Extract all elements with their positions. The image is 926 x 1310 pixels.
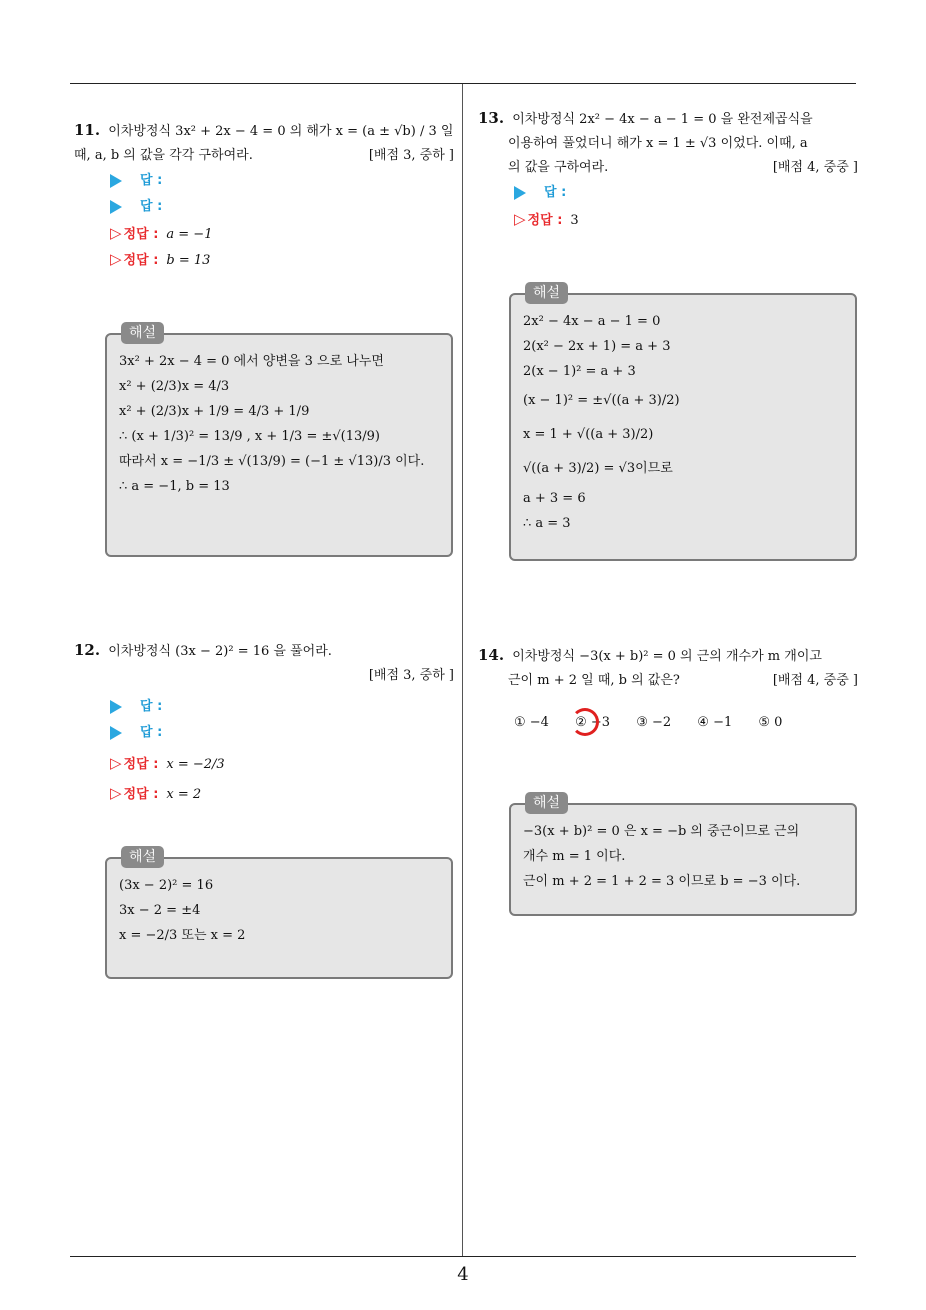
answer-label: 답 : — [140, 699, 163, 714]
correct-label: 정답 : — [527, 213, 563, 228]
problem-number: 11. — [74, 121, 101, 139]
answer-blank[interactable] — [110, 694, 454, 720]
choices — [514, 711, 858, 735]
solution-line: x² + (2/3)x + 1/9 = 4/3 + 1/9 — [119, 404, 310, 419]
solution-line: 2(x² − 2x + 1) = a + 3 — [523, 339, 671, 354]
correct-triangle-icon: ▷ — [110, 224, 122, 242]
answer-label: 답 : — [140, 725, 163, 740]
solution-box-11 — [105, 325, 453, 557]
page-number: 4 — [457, 1264, 469, 1285]
solution-line: −3(x + b)² = 0 은 x = −b 의 중근이므로 근의 — [523, 824, 800, 839]
choice-2[interactable] — [575, 711, 610, 735]
correct-value: a = −1 — [166, 227, 213, 242]
correct-triangle-icon: ▷ — [110, 250, 122, 268]
solution-tag: 해설 — [525, 792, 568, 814]
question-line: 이용하여 풀었더니 해가 x = 1 ± √3 이었다. 이때, a — [508, 136, 808, 151]
solution-line: (x − 1)² = ±√((a + 3)/2) — [523, 393, 680, 408]
correct-label: 정답 : — [123, 227, 159, 242]
answer-triangle-icon — [110, 174, 122, 188]
problem-13-text-2 — [508, 132, 858, 156]
score-meta: [배점 4, 중중 ] — [772, 673, 858, 688]
choice-4[interactable]: ④ −1 — [697, 715, 733, 730]
solution-box-14 — [509, 795, 857, 916]
problem-14-text-2 — [508, 669, 858, 693]
correct-value: x = −2/3 — [166, 757, 225, 772]
problem-13 — [478, 106, 858, 232]
answer-label: 답 : — [140, 199, 163, 214]
solution-line: 2x² − 4x − a − 1 = 0 — [523, 314, 661, 329]
answer-blank[interactable] — [110, 194, 454, 220]
correct-triangle-icon: ▷ — [514, 210, 526, 228]
correct-answer — [110, 246, 454, 272]
score-meta: [배점 4, 중중 ] — [772, 160, 858, 175]
solution-line: 3x − 2 = ±4 — [119, 903, 201, 918]
answer-label: 답 : — [544, 185, 567, 200]
problem-number: 13. — [478, 109, 505, 127]
question-line: 의 값을 구하여라. — [508, 160, 609, 175]
problem-11-text-2 — [74, 144, 454, 168]
correct-value: b = 13 — [166, 253, 211, 268]
problem-number: 14. — [478, 646, 505, 664]
answer-blank[interactable] — [110, 168, 454, 194]
bottom-rule — [70, 1256, 856, 1257]
question-line: 이차방정식 (3x − 2)² = 16 을 풀어라. — [108, 644, 332, 659]
solution-line: ∴ (x + 1/3)² = 13/9 , x + 1/3 = ±√(13/9) — [119, 429, 380, 444]
score-meta: [배점 3, 중하 ] — [368, 668, 454, 683]
solution-line: 3x² + 2x − 4 = 0 에서 양변을 3 으로 나누면 — [119, 354, 384, 369]
problem-12-meta — [74, 664, 454, 688]
solution-tag: 해설 — [121, 322, 164, 344]
answer-triangle-icon — [110, 700, 122, 714]
solution-line: x = 1 + √((a + 3)/2) — [523, 427, 654, 442]
selected-circle-icon — [571, 708, 599, 736]
question-line: 이차방정식 −3(x + b)² = 0 의 근의 개수가 m 개이고 — [512, 649, 822, 664]
choice-label: ② −3 — [575, 715, 611, 730]
correct-label: 정답 : — [123, 757, 159, 772]
problem-13-text — [478, 106, 858, 132]
solution-line: ∴ a = −1, b = 13 — [119, 479, 230, 494]
question-line: 때, a, b 의 값을 각각 구하여라. — [74, 148, 253, 163]
answer-label: 답 : — [140, 173, 163, 188]
answer-section — [514, 180, 858, 232]
correct-answer — [110, 220, 454, 246]
answer-triangle-icon — [514, 186, 526, 200]
solution-line: x = −2/3 또는 x = 2 — [119, 928, 246, 943]
problem-13-text-3 — [508, 156, 858, 180]
solution-tag: 해설 — [525, 282, 568, 304]
solution-box-12 — [105, 849, 453, 979]
solution-line: 개수 m = 1 이다. — [523, 849, 626, 864]
problem-12-text — [74, 638, 454, 664]
answer-triangle-icon — [110, 726, 122, 740]
solution-line: 2(x − 1)² = a + 3 — [523, 364, 636, 379]
solution-line: √((a + 3)/2) = √3이므로 — [523, 461, 673, 476]
correct-answer — [110, 780, 454, 806]
correct-answer — [514, 206, 858, 232]
solution-tag: 해설 — [121, 846, 164, 868]
answer-section — [110, 168, 454, 272]
answer-blank[interactable] — [514, 180, 858, 206]
problem-14-text — [478, 643, 858, 669]
choice-5[interactable]: ⑤ 0 — [758, 715, 783, 730]
choice-1[interactable]: ① −4 — [514, 715, 549, 730]
score-meta: [배점 3, 중하 ] — [368, 148, 454, 163]
question-line: 이차방정식 2x² − 4x − a − 1 = 0 을 완전제곱식을 — [512, 112, 813, 127]
solution-line: ∴ a = 3 — [523, 516, 571, 531]
solution-box-13 — [509, 285, 857, 561]
answer-triangle-icon — [110, 200, 122, 214]
problem-14 — [478, 643, 858, 735]
correct-triangle-icon: ▷ — [110, 754, 122, 772]
correct-value: x = 2 — [166, 787, 202, 802]
problem-number: 12. — [74, 641, 101, 659]
solution-line: x² + (2/3)x = 4/3 — [119, 379, 230, 394]
solution-line: 따라서 x = −1/3 ± √(13/9) = (−1 ± √13)/3 이다. — [119, 454, 425, 469]
answer-blank[interactable] — [110, 720, 454, 746]
problem-11-text — [74, 118, 454, 144]
solution-line: a + 3 = 6 — [523, 491, 586, 506]
answer-section — [110, 694, 454, 806]
column-divider — [462, 84, 463, 1256]
solution-line: (3x − 2)² = 16 — [119, 878, 214, 893]
correct-answer — [110, 746, 454, 780]
correct-triangle-icon: ▷ — [110, 784, 122, 802]
correct-label: 정답 : — [123, 253, 159, 268]
correct-value: 3 — [570, 213, 579, 228]
choice-3[interactable]: ③ −2 — [636, 715, 672, 730]
question-line: 이차방정식 3x² + 2x − 4 = 0 의 해가 x = (a ± √b) / 3 일 — [108, 124, 454, 139]
top-rule — [70, 83, 856, 84]
problem-12 — [74, 638, 454, 806]
problem-11 — [74, 118, 454, 272]
correct-label: 정답 : — [123, 787, 159, 802]
question-line: 근이 m + 2 일 때, b 의 값은? — [508, 673, 680, 688]
solution-line: 근이 m + 2 = 1 + 2 = 3 이므로 b = −3 이다. — [523, 874, 801, 889]
